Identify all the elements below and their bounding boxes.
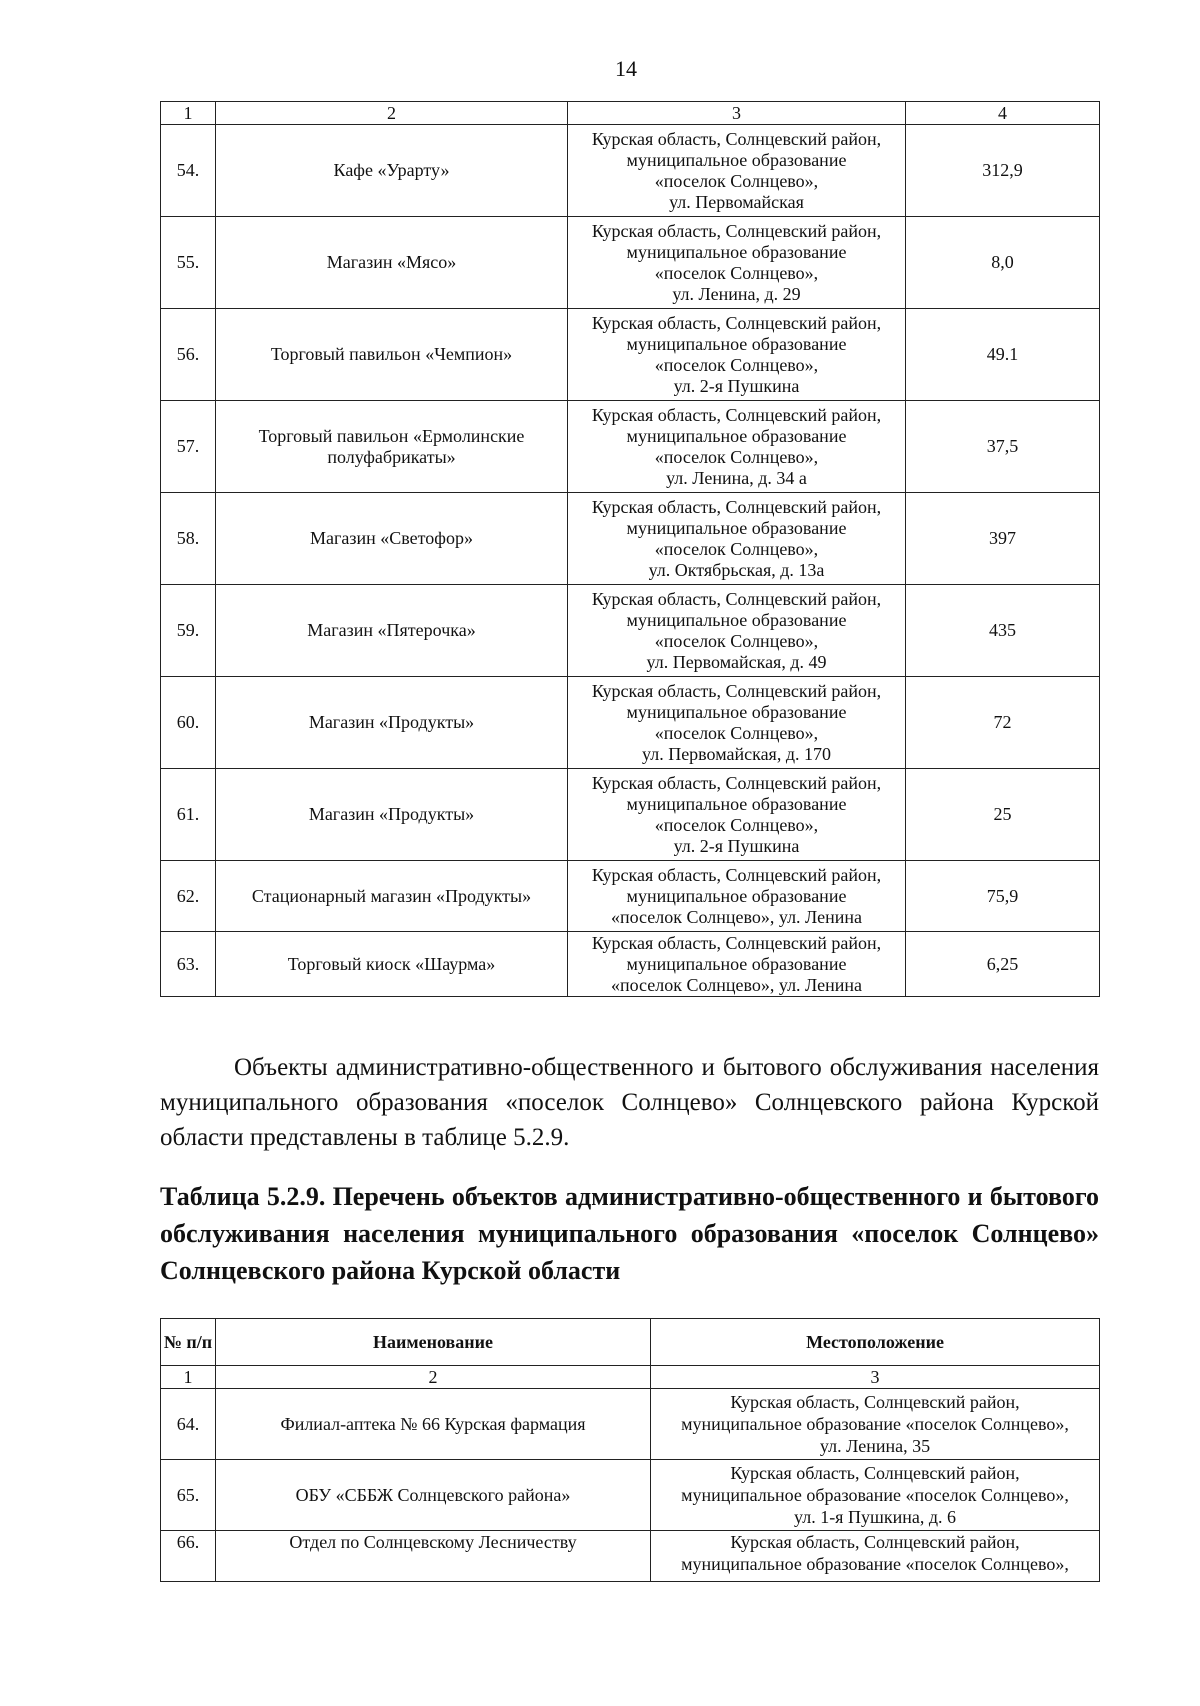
row-number: 55.	[161, 217, 216, 309]
object-name: Магазин «Продукты»	[216, 677, 568, 769]
row-number: 59.	[161, 585, 216, 677]
object-name: Стационарный магазин «Продукты»	[216, 861, 568, 932]
address-line: муниципальное образование	[626, 609, 847, 630]
table-row	[161, 493, 1100, 585]
table-row	[161, 125, 1100, 217]
row-number: 61.	[161, 769, 216, 861]
row-number: 65.	[161, 1460, 216, 1531]
object-area: 49.1	[906, 309, 1100, 401]
page-number: 14	[615, 56, 637, 81]
address-cell	[568, 932, 906, 997]
address-cell	[568, 309, 906, 401]
address-line: муниципальное образование	[626, 953, 847, 974]
object-name: Магазин «Пятерочка»	[216, 585, 568, 677]
address-line: «поселок Солнцево»,	[654, 630, 819, 651]
address-cell	[568, 125, 906, 217]
table-header-row	[161, 1319, 1100, 1366]
address-line: Курская область, Солнцевский район,	[591, 496, 882, 517]
row-number: 56.	[161, 309, 216, 401]
table-row	[161, 1389, 1100, 1460]
address-cell	[651, 1389, 1100, 1460]
address-line: муниципальное образование «поселок Солнцево»,	[681, 1485, 1069, 1505]
object-area: 435	[906, 585, 1100, 677]
address-line: «поселок Солнцево»,	[654, 170, 819, 191]
address-cell	[568, 585, 906, 677]
row-number: 54.	[161, 125, 216, 217]
object-name: Отдел по Солнцевскому Лесничеству	[216, 1531, 651, 1582]
address-line: Курская область, Солнцевский район,	[591, 404, 882, 425]
col-number: 3	[651, 1366, 1100, 1389]
address-line: Курская область, Солнцевский район,	[591, 932, 882, 953]
table-row	[161, 677, 1100, 769]
address-line: Курская область, Солнцевский район,	[591, 864, 882, 885]
row-number: 66.	[161, 1531, 216, 1582]
row-number: 63.	[161, 932, 216, 997]
header-num: № п/п	[161, 1319, 216, 1366]
address-line: Курская область, Солнцевский район,	[730, 1463, 1020, 1483]
address-line: муниципальное образование «поселок Солнцево»,	[681, 1554, 1069, 1574]
address-line: Курская область, Солнцевский район,	[591, 772, 882, 793]
address-line: «поселок Солнцево»,	[654, 722, 819, 743]
table-row	[161, 309, 1100, 401]
table-row	[161, 401, 1100, 493]
address-line: муниципальное образование	[626, 885, 847, 906]
header-name: Наименование	[216, 1319, 651, 1366]
row-number: 60.	[161, 677, 216, 769]
row-number: 57.	[161, 401, 216, 493]
object-name: ОБУ «СББЖ Солнцевского района»	[216, 1460, 651, 1531]
object-area: 75,9	[906, 861, 1100, 932]
address-line: муниципальное образование	[626, 241, 847, 262]
col-number: 1	[161, 102, 216, 125]
object-name: Торговый киоск «Шаурма»	[216, 932, 568, 997]
table-row	[161, 861, 1100, 932]
object-name: Магазин «Светофор»	[216, 493, 568, 585]
address-line: «поселок Солнцево»,	[654, 446, 819, 467]
address-cell	[568, 861, 906, 932]
objects-table-continued	[160, 101, 1100, 997]
address-line: ул. Ленина, 35	[819, 1436, 931, 1456]
address-line: муниципальное образование «поселок Солнцево»,	[681, 1414, 1069, 1434]
address-line: «поселок Солнцево», ул. Ленина	[610, 974, 863, 995]
col-number: 2	[216, 102, 568, 125]
address-line: «поселок Солнцево»,	[654, 814, 819, 835]
table-row	[161, 585, 1100, 677]
row-number: 62.	[161, 861, 216, 932]
address-line: ул. Октябрьская, д. 13а	[648, 559, 825, 580]
address-line: Курская область, Солнцевский район,	[591, 680, 882, 701]
address-line: ул. Первомайская, д. 49	[646, 651, 827, 672]
address-cell	[651, 1460, 1100, 1531]
address-line: ул. 2-я Пушкина	[673, 835, 800, 856]
address-line: Курская область, Солнцевский район,	[591, 128, 882, 149]
object-name: Филиал-аптека № 66 Курская фармация	[216, 1389, 651, 1460]
object-area: 72	[906, 677, 1100, 769]
table-column-numbers	[161, 102, 1100, 125]
col-number: 1	[161, 1366, 216, 1389]
address-line: муниципальное образование	[626, 425, 847, 446]
address-cell	[568, 401, 906, 493]
object-name: Торговый павильон «Ермолинские полуфабрикаты»	[216, 401, 568, 493]
row-number: 64.	[161, 1389, 216, 1460]
object-name: Кафе «Урарту»	[216, 125, 568, 217]
address-line: Курская область, Солнцевский район,	[591, 312, 882, 333]
address-line: ул. Первомайская, д. 170	[642, 743, 831, 764]
object-name: Магазин «Продукты»	[216, 769, 568, 861]
address-line: «поселок Солнцево», ул. Ленина	[610, 906, 863, 927]
address-line: ул. Ленина, д. 29	[672, 283, 801, 304]
address-line: ул. Первомайская	[669, 191, 804, 212]
address-line: «поселок Солнцево»,	[654, 538, 819, 559]
admin-objects-table	[160, 1318, 1100, 1582]
address-line: муниципальное образование	[626, 149, 847, 170]
address-cell	[568, 493, 906, 585]
table-row	[161, 769, 1100, 861]
address-line: муниципальное образование	[626, 517, 847, 538]
address-line: муниципальное образование	[626, 333, 847, 354]
table-column-numbers	[161, 1366, 1100, 1389]
object-area: 312,9	[906, 125, 1100, 217]
object-area: 6,25	[906, 932, 1100, 997]
address-line: «поселок Солнцево»,	[654, 262, 819, 283]
table-row	[161, 932, 1100, 997]
object-area: 397	[906, 493, 1100, 585]
object-area: 8,0	[906, 217, 1100, 309]
col-number: 2	[216, 1366, 651, 1389]
address-line: ул. 2-я Пушкина	[673, 375, 800, 396]
table-row	[161, 217, 1100, 309]
object-name: Торговый павильон «Чемпион»	[216, 309, 568, 401]
address-cell	[651, 1531, 1100, 1582]
address-cell	[568, 677, 906, 769]
row-number: 58.	[161, 493, 216, 585]
address-line: ул. 1-я Пушкина, д. 6	[794, 1507, 956, 1527]
address-line: муниципальное образование	[626, 793, 847, 814]
table-caption: Таблица 5.2.9. Перечень объектов административно-общественного и бытового обслуживания населения муниципального образования «поселок Солнцево» Солнцевского района Курской области	[160, 1182, 1099, 1285]
address-line: Курская область, Солнцевский район,	[730, 1532, 1020, 1552]
address-line: Курская область, Солнцевский район,	[591, 588, 882, 609]
address-line: Курская область, Солнцевский район,	[591, 220, 882, 241]
table-row	[161, 1531, 1100, 1582]
address-cell	[568, 769, 906, 861]
address-line: Курская область, Солнцевский район,	[730, 1392, 1020, 1412]
address-cell	[568, 217, 906, 309]
col-number: 4	[906, 102, 1100, 125]
table-row	[161, 1460, 1100, 1531]
header-location: Местоположение	[651, 1319, 1100, 1366]
address-line: ул. Ленина, д. 34 а	[666, 467, 807, 488]
address-line: муниципальное образование	[626, 701, 847, 722]
object-name: Магазин «Мясо»	[216, 217, 568, 309]
col-number: 3	[568, 102, 906, 125]
object-area: 37,5	[906, 401, 1100, 493]
address-line: «поселок Солнцево»,	[654, 354, 819, 375]
object-area: 25	[906, 769, 1100, 861]
intro-paragraph: Объекты административно-общественного и бытового обслуживания населения муниципального образования «поселок Солнцево» Солнцевского района Курской области представлены в таблице 5.2.9.	[160, 1054, 1099, 1151]
